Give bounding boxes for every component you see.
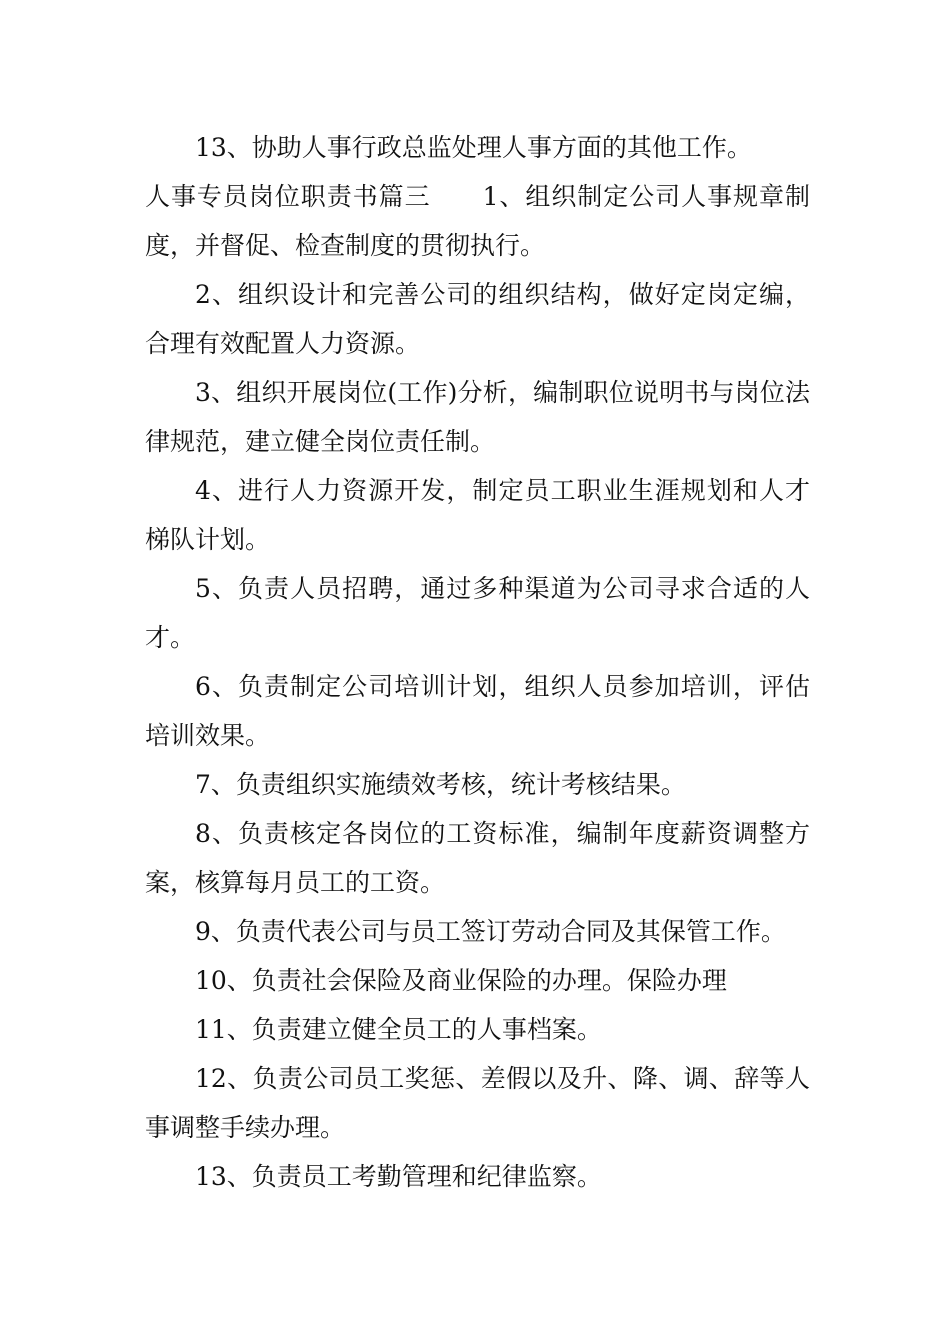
list-item: 8、负责核定各岗位的工资标准，编制年度薪资调整方案，核算每月员工的工资。 <box>145 819 810 897</box>
document-body <box>145 123 810 1201</box>
list-item: 11、负责建立健全员工的人事档案。 <box>195 1015 602 1044</box>
section-title: 人事专员岗位职责书篇三 <box>145 182 431 211</box>
lead-paragraph: 13、协助人事行政总监处理人事方面的其他工作。 <box>195 133 752 162</box>
list-item: 10、负责社会保险及商业保险的办理。保险办理 <box>195 966 727 995</box>
list-item: 13、负责员工考勤管理和纪律监察。 <box>195 1162 602 1191</box>
list-item: 7、负责组织实施绩效考核，统计考核结果。 <box>195 770 686 799</box>
list-item: 9、负责代表公司与员工签订劳动合同及其保管工作。 <box>195 917 786 946</box>
section-first-item: 1、组织制定公司人事规章制度，并督促、检查制度的贯彻执行。 <box>145 182 810 260</box>
list-item: 3、组织开展岗位(工作)分析，编制职位说明书与岗位法律规范，建立健全岗位责任制。 <box>145 378 810 456</box>
list-item: 6、负责制定公司培训计划，组织人员参加培训，评估培训效果。 <box>145 672 810 750</box>
list-item: 2、组织设计和完善公司的组织结构，做好定岗定编，合理有效配置人力资源。 <box>145 280 810 358</box>
section-heading-paragraph <box>145 172 810 270</box>
list-item: 12、负责公司员工奖惩、差假以及升、降、调、辞等人事调整手续办理。 <box>145 1064 810 1142</box>
list-item: 5、负责人员招聘，通过多种渠道为公司寻求合适的人才。 <box>145 574 810 652</box>
list-item: 4、进行人力资源开发，制定员工职业生涯规划和人才梯队计划。 <box>145 476 810 554</box>
